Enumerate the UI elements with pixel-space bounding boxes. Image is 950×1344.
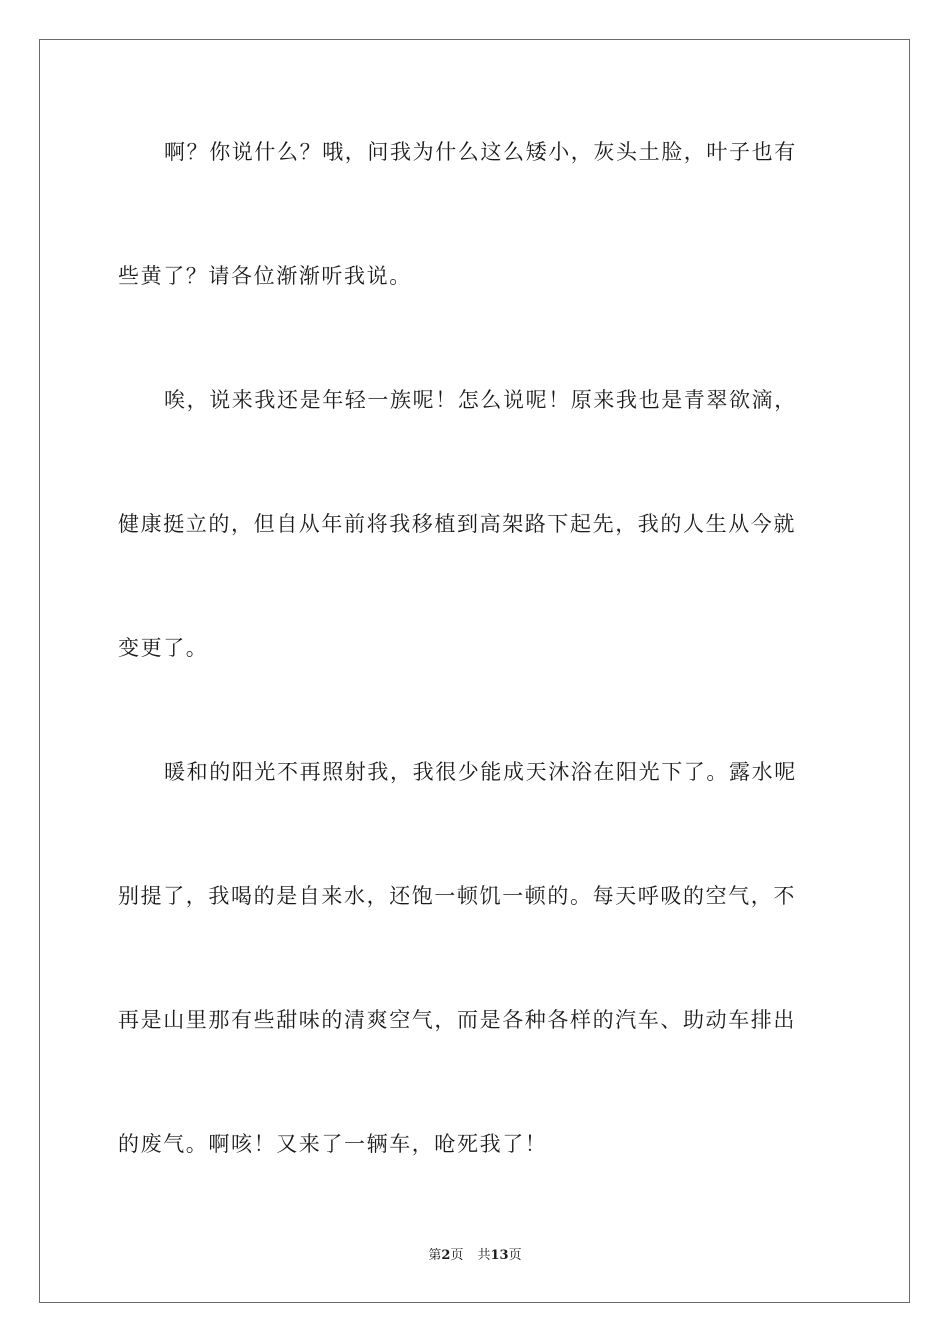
paragraph-2-line-2: 健康挺立的，但自从年前将我移植到高架路下起先，我的人生从今就 bbox=[118, 512, 796, 536]
page-label-suffix: 页 bbox=[450, 1248, 464, 1263]
paragraph-3-line-2: 别提了，我喝的是自来水，还饱一顿饥一顿的。每天呼吸的空气，不 bbox=[118, 884, 796, 908]
total-label-prefix: 共 bbox=[477, 1248, 491, 1263]
page-label-prefix: 第 bbox=[428, 1248, 442, 1263]
paragraph-2-line-1: 唉，说来我还是年轻一族呢！怎么说呢！原来我也是青翠欲滴， bbox=[164, 388, 797, 412]
paragraph-2-line-3: 变更了。 bbox=[118, 636, 209, 660]
paragraph-3-line-3: 再是山里那有些甜味的清爽空气，而是各种各样的汽车、助动车排出 bbox=[118, 1008, 796, 1032]
total-pages-number: 13 bbox=[490, 1248, 509, 1263]
page-border bbox=[39, 39, 910, 1303]
paragraph-1-line-1: 啊？你说什么？哦，问我为什么这么矮小，灰头土脸，叶子也有 bbox=[164, 140, 797, 164]
paragraph-3-line-4: 的废气。啊咳！又来了一辆车，呛死我了！ bbox=[118, 1132, 548, 1156]
total-label-suffix: 页 bbox=[508, 1248, 522, 1263]
page-footer bbox=[0, 1247, 950, 1265]
paragraph-1-line-2: 些黄了？请各位渐渐听我说。 bbox=[118, 264, 412, 288]
current-page-number: 2 bbox=[441, 1248, 451, 1263]
paragraph-3-line-1: 暖和的阳光不再照射我，我很少能成天沐浴在阳光下了。露水呢 bbox=[164, 760, 797, 784]
